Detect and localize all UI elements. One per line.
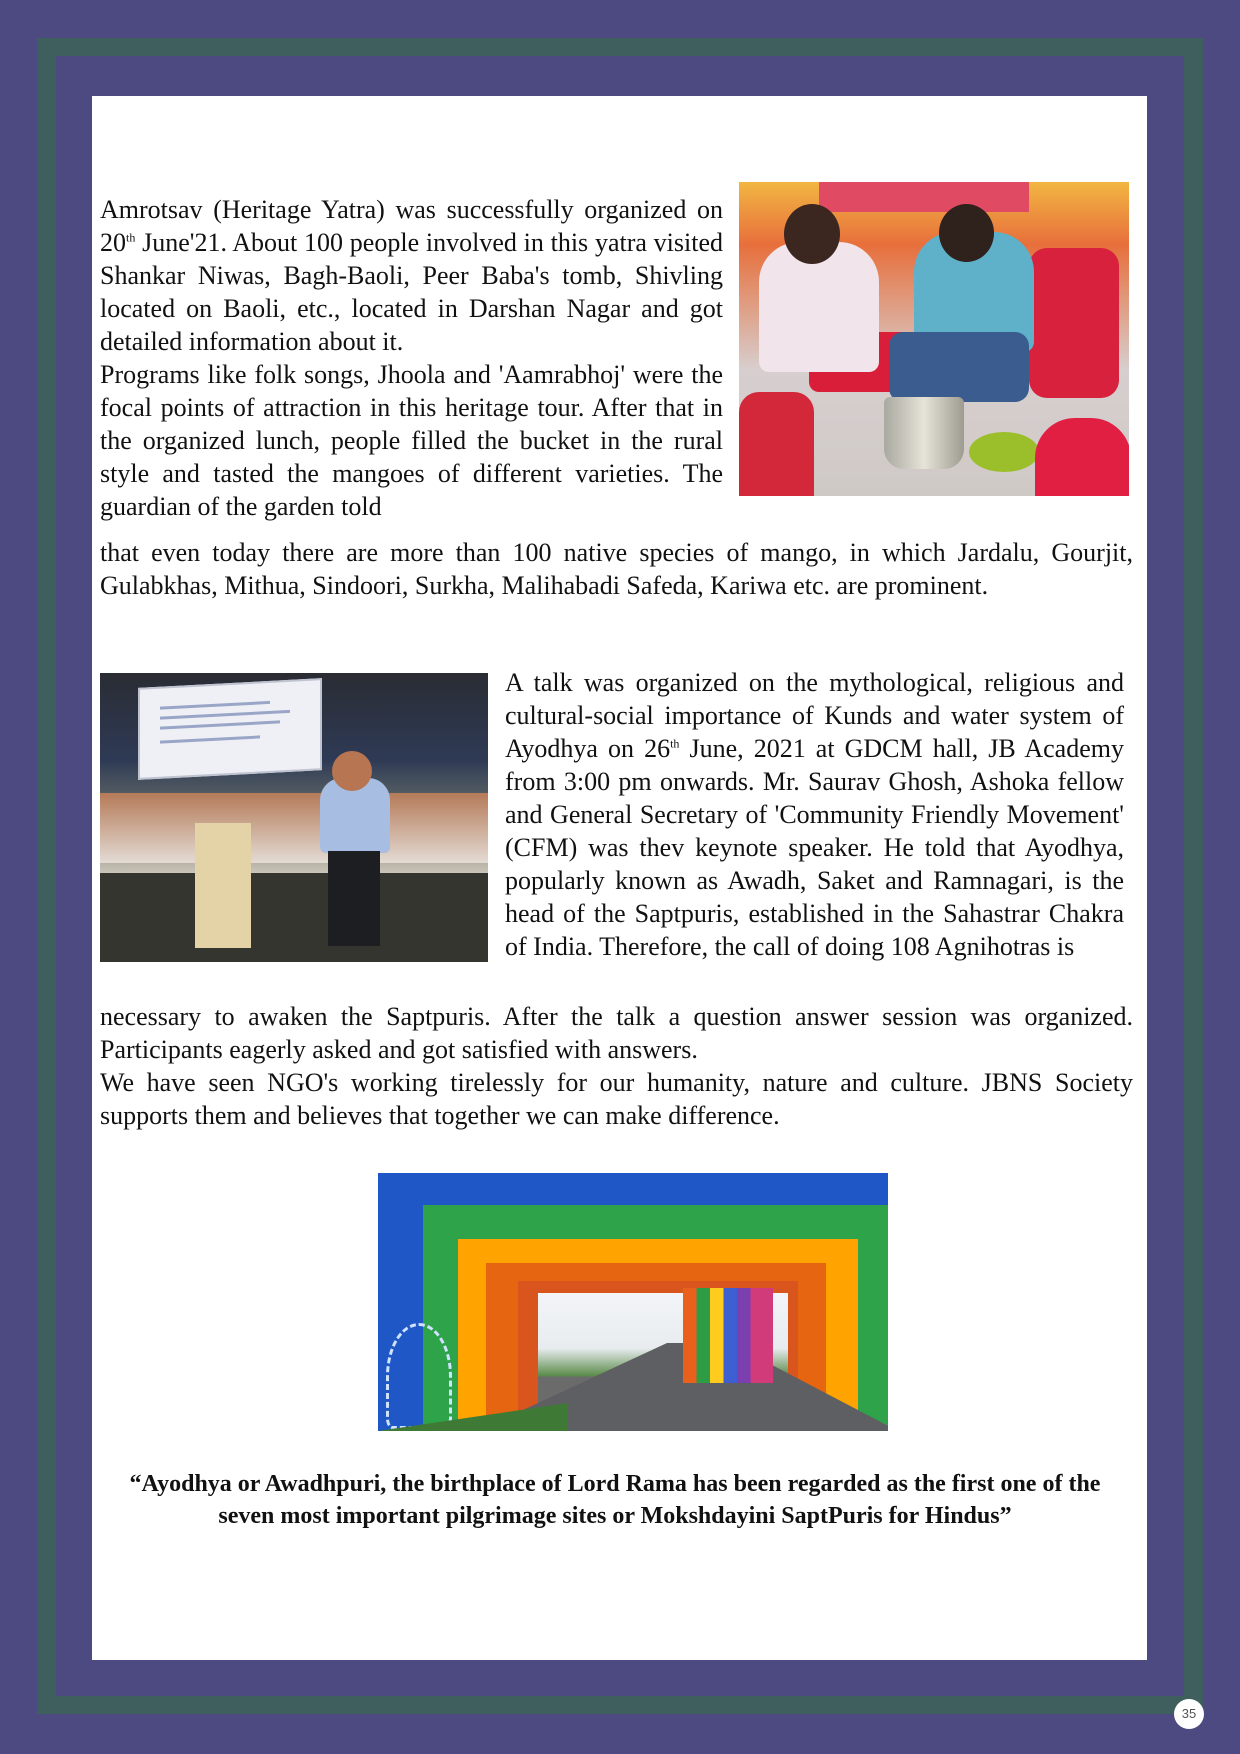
photo-talk-speaker xyxy=(100,673,488,962)
paragraph-talk: A talk was organized on the mythological, religious and cultural-social importance of Kunds and water system of Ayodhya on 26th June, 2021 at GDCM hall, JB Academy from 3:00 pm onwards. Mr. Saurav Ghosh, Ashoka fellow and General Secretary of 'Community Friendly Movement' (CFM) was thev keynote speaker. He told that Ayodhya, popularly known as Awadh, Saket and Ramnagari, is the head of the Saptpuris, established in the Sahastrar Chakra of India. Therefore, the call of doing 108 Agnihotras is xyxy=(505,668,1124,961)
talk-text xyxy=(505,666,1124,963)
paragraph-programs: Programs like folk songs, Jhoola and 'Aamrabhoj' were the focal points of attraction in this heritage tour. After that in the organized lunch, people filled the bucket in the rural style and tasted the mangoes of different varieties. The guardian of the garden told xyxy=(100,360,723,521)
paragraph-mango-species: that even today there are more than 100 native species of mango, in which Jardalu, Gourjit, Gulabkhas, Mithua, Sindoori, Surkha, Malihabadi Safeda, Kariwa etc. are prominent. xyxy=(100,538,1133,600)
paragraph-amrotsav: Amrotsav (Heritage Yatra) was successfully organized on 20th June'21. About 100 people involved in this yatra visited Shankar Niwas, Bagh-Baoli, Peer Baba's tomb, Shivling located on Baoli, etc., located in Darshan Nagar and got detailed information about it. xyxy=(100,195,723,356)
photo-mango-tasting xyxy=(739,182,1129,496)
heritage-yatra-text xyxy=(100,193,723,523)
page-number: 35 xyxy=(1174,1699,1204,1729)
photo-colorful-arches xyxy=(378,1173,888,1431)
paragraph-ngo: We have seen NGO's working tirelessly for our humanity, nature and culture. JBNS Society supports them and believes that together we can make difference. xyxy=(100,1068,1133,1130)
talk-text-continued xyxy=(100,1000,1133,1132)
ayodhya-quote: “Ayodhya or Awadhpuri, the birthplace of Lord Rama has been regarded as the first one of the seven most important pilgrimage sites or Mokshdayini SaptPuris for Hindus” xyxy=(129,1471,1101,1529)
paragraph-question-session: necessary to awaken the Saptpuris. After the talk a question answer session was organized. Participants eagerly asked and got satisfied with answers. xyxy=(100,1002,1133,1064)
